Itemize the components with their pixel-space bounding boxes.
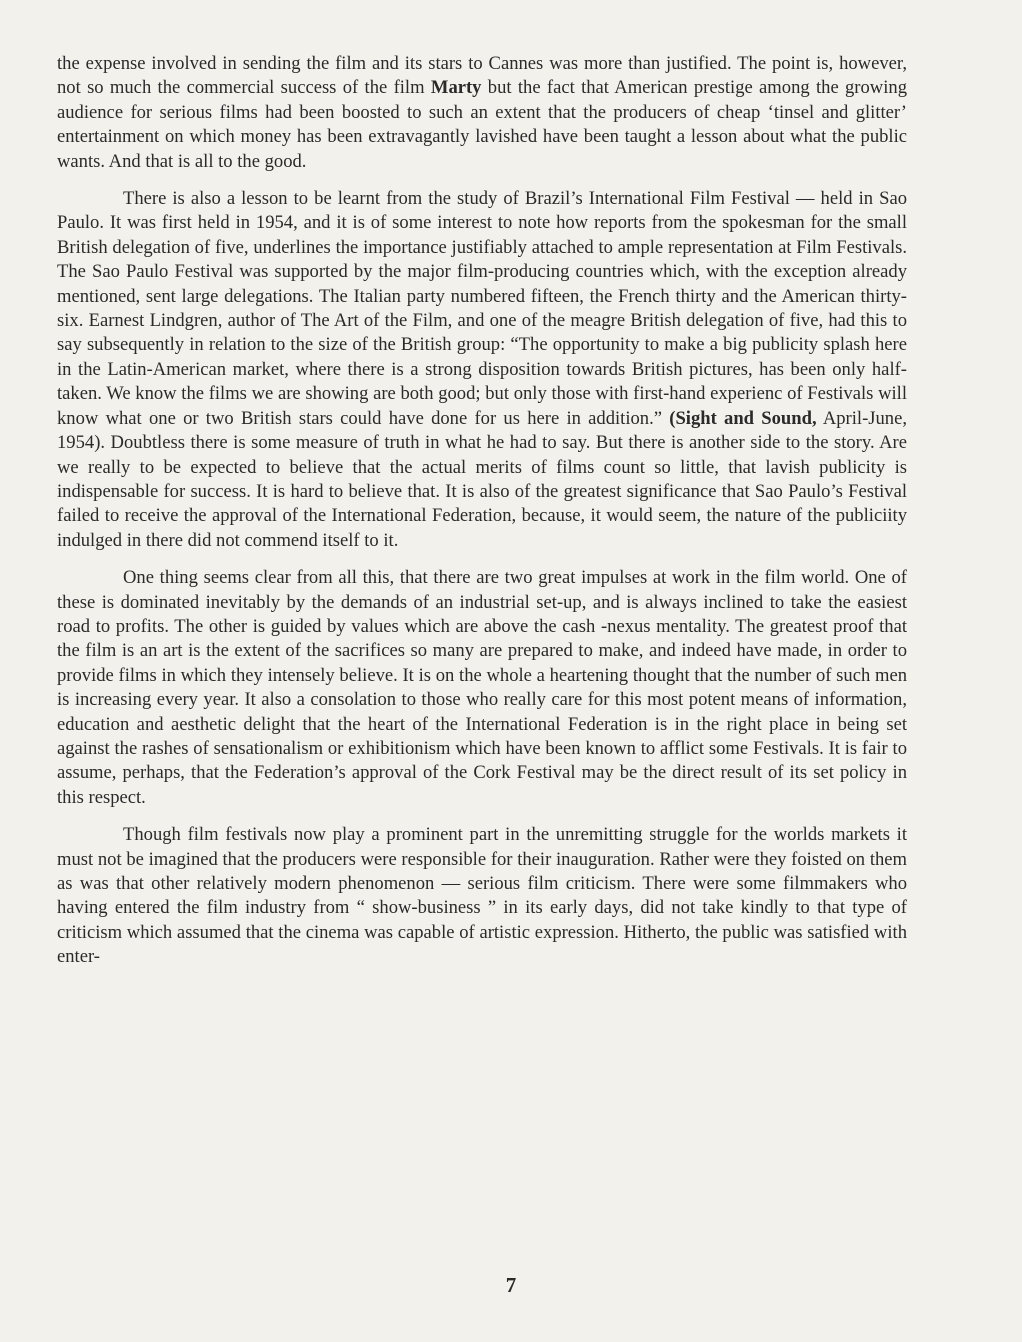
paragraph-2-part-3: April-June, 1954). Doubtless there is some measure of truth in what he had to say. But there is another side to the story. Are we really to be expected to believe that the actual merits of films count so little, that lavish publicity is indispensable for success. It is hard to believe that. It is also of the greatest significance that Sao Paulo’s Festival failed to receive the approval of the International Federation, because, it would seem, the nature of the publiciity indulged in there did not commend itself to it.: [57, 407, 907, 551]
paragraph-2: [57, 187, 907, 553]
paragraph-1-part-1: the expense involved in sending the film and its stars to Cannes was more than justified. The point is, however, not so much the commercial success of the film: [57, 53, 907, 99]
paragraph-2-part-1: There is also a lesson to be learnt from the study of Brazil’s International Film Festival — held in Sao Paulo. It was first held in 1954, and it is of some interest to note how reports from the spokesman for the small British delegation of five, underlines the importance justifiably attached to ample representation at Film Festivals. The Sao Paulo Festival was supported by the major film-producing countries which, with the exception already mentioned, sent large delegations. The Italian party numbered fifteen, the French thirty and the American thirty-six. Earnest Lindgren, author of The Art of the Film, and one of the meagre British delegation of five, had this to say subsequently in relation to the size of the British group: “The opportunity to make a big publicity splash here in the Latin-American market, where there is a strong disposition towards British pictures, has been only half-taken. We know the films we are showing are both good; but only those with first-hand experienc of Festivals will know what one or two British stars could have done for us here in addition.”: [57, 188, 907, 429]
paragraph-1: [57, 52, 907, 174]
citation-sight-and-sound: (Sight and Sound,: [669, 407, 817, 429]
film-title-marty: Marty: [430, 77, 482, 99]
paragraph-3-part-1: One thing seems clear from all this, that there are two great impulses at work in the film world. One of these is dominated inevitably by the demands of an industrial set-up, and is always inclined to take the easiest road to profits. The other is guided by values which are above the cash -nexus mentality. The greatest proof that the film is an art is the extent of the sacrifices so many are prepared to make, and indeed have made, in order to provide films in which they intensely believe. It is on the whole a heartening thought that the number of such men is increasing every year. It also a consolation to those who really care for this most potent means of information, education and aesthetic delight that the heart of the International Federation is in the right place in being set against the rashes of sensationalism or exhibitionism which have been known to afflict some Festivals. It is fair to assume, perhaps, that the Federation’s approval of the Cork Festival may be the direct result of its set policy in this respect.: [57, 567, 907, 808]
paragraph-1-part-3: but the fact that American prestige among the growing audience for serious films had been boosted to such an extent that the producers of cheap ‘tinsel and glitter’ entertainment on which money has been extravagantly lavished have been taught a lesson about what the public wants. And that is all to the good.: [57, 77, 907, 172]
paragraph-4: [57, 823, 907, 969]
page-number: 7: [505, 1273, 517, 1297]
paragraph-3: [57, 566, 907, 810]
paragraph-4-part-1: Though film festivals now play a prominent part in the unremitting struggle for the worlds markets it must not be imagined that the producers were responsible for their inauguration. Rather were they foisted on them as was that other relatively modern phenomenon — serious film criticism. There were some filmmakers who having entered the film industry from “ show-business ” in its early days, did not take kindly to that type of criticism which assumed that the cinema was capable of artistic expression. Hitherto, the public was satisfied with enter-: [57, 824, 907, 968]
document-body: [57, 52, 907, 970]
